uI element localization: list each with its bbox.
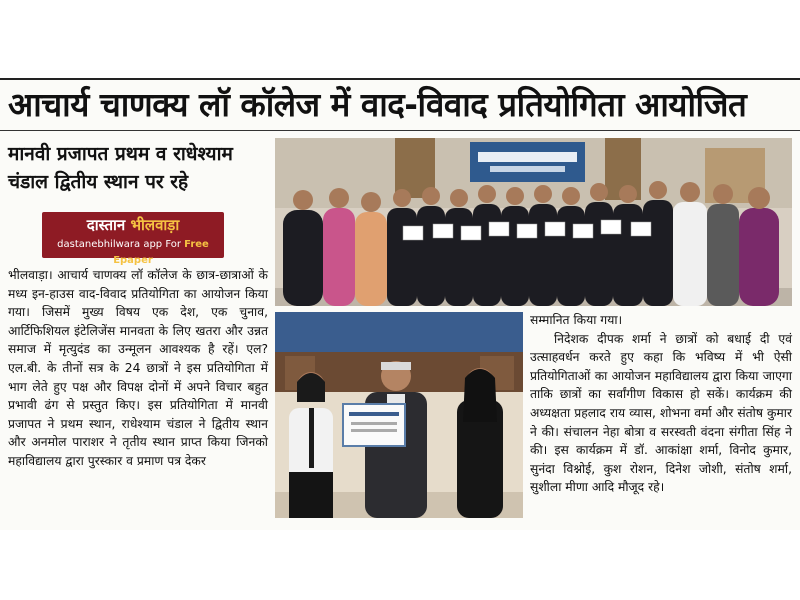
- subheadline: [8, 140, 270, 196]
- top-rule: [0, 78, 800, 80]
- article-right-column: [530, 311, 792, 497]
- headline-rule: [0, 130, 800, 131]
- brand-tagline-highlight: Free Epaper: [113, 239, 209, 266]
- subheadline-line-1: मानवी प्रजापत प्रथम व राधेश्याम: [8, 143, 233, 165]
- group-photo: [275, 138, 792, 306]
- brand-name: [42, 214, 224, 236]
- subheadline-line-2: चंडाल द्वितीय स्थान पर रहे: [8, 171, 189, 193]
- article-paragraph: सम्मानित किया गया।: [530, 313, 623, 327]
- brand-tagline-text: dastanebhilwara app For: [57, 239, 181, 250]
- award-photo-illustration: [275, 312, 523, 518]
- headline: आचार्य चाणक्य लॉ कॉलेज में वाद-विवाद प्रतियोगिता आयोजित: [8, 85, 747, 124]
- group-photo-illustration: [275, 138, 792, 306]
- award-photo: [275, 312, 523, 518]
- brand-badge: [42, 212, 224, 266]
- article-left-column: [8, 266, 268, 471]
- article-paragraph: भीलवाड़ा। आचार्य चाणक्य लॉ कॉलेज के छात्र-छात्राओं के मध्य इन-हाउस वाद-विवाद प्रतियोगिता का आयोजन किया गया। जिसमें मुख्य विषय एक देश, एक चुनाव, आर्टिफिशियल इंटेलिजेंस मानवता के लिए खतरा और उन्नत समाज में मृत्युदंड का उन्मूलन आवश्यक है रहें। एल?एल.बी. के तीनों सत्र के 24 छात्रों ने इस प्रतियोगिता में भाग लेते हुए पक्ष और विपक्ष दोनों में अपने विचार बहुत प्रभावी ढंग से प्रस्तुत किए। इस प्रतियोगिता में मानवी प्रजापत ने प्रथम स्थान, राधेश्याम चंडाल ने द्वितीय स्थान और अनमोल पाराशर ने तृतीय स्थान प्राप्त किया जिनको महाविद्यालय द्वारा पुरस्कार व प्रमाण पत्र देकर: [8, 268, 268, 468]
- brand-name-part2: भीलवाड़ा: [130, 216, 180, 234]
- brand-tagline: [42, 237, 224, 269]
- article-paragraph: निदेशक दीपक शर्मा ने छात्रों को बधाई दी एवं उत्साहवर्धन करते हुए कहा कि भविष्य में भी ऐसी प्रतियोगिताओं का आयोजन महाविद्यालय द्वारा किया जाएगा ताकि छात्रों का सर्वांगीण विकास हो सकें। कार्यक्रम की अध्यक्षता प्रहलाद राय व्यास, शोभना वर्मा और संतोष कुमार ने की। संचालन नेहा बोत्रा व सरस्वती वंदना संगीता सिंह ने की। इस कार्यक्रम में डॉ. आकांक्षा शर्मा, विनोद कुमार, सुनंदा विश्नोई, कुश रोशन, दिनेश जोशी, संतोष शर्मा, सुशीला मीणा आदि मौजूद रहे।: [530, 331, 792, 495]
- brand-name-part1: दास्तान: [86, 216, 126, 234]
